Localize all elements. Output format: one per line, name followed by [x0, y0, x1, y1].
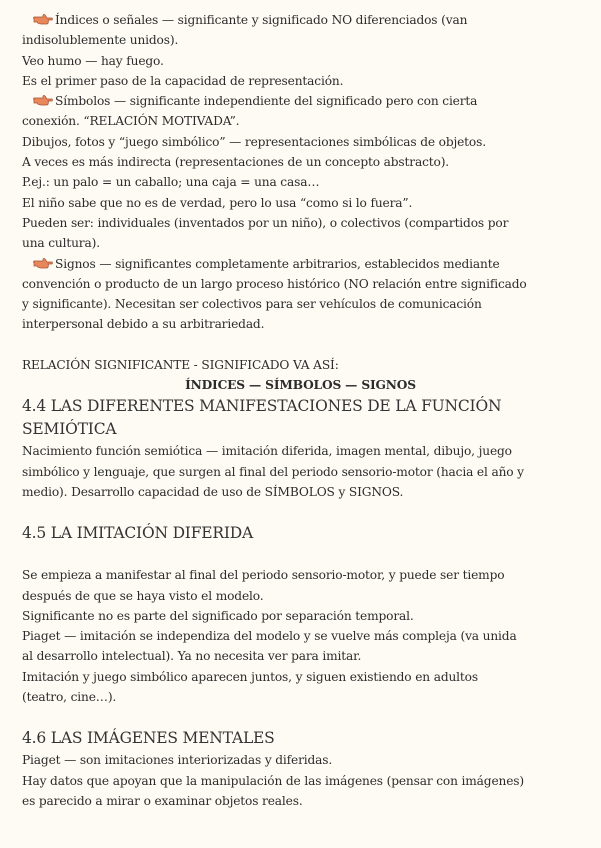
section-4-4-heading-line-1: 4.4 LAS DIFERENTES MANIFESTACIONES DE LA FUNCIÓN: [22, 397, 502, 416]
indices-line-1: Índices o señales — significante y significado NO diferenciados (van: [55, 13, 468, 27]
simbolos-line-4: A veces es más indirecta (representaciones de un concepto abstracto).: [22, 155, 450, 170]
section-4-6-heading: 4.6 LAS IMÁGENES MENTALES: [22, 729, 275, 748]
simbolos-line-1: Símbolos — significante independiente del significado pero con cierta: [55, 94, 478, 109]
section-4-4-line-3: medio). Desarrollo capacidad de uso de SÍMBOLOS y SIGNOS.: [22, 484, 404, 499]
pointing-hand-icon: [33, 94, 53, 106]
simbolos-line-8: una cultura).: [22, 236, 100, 251]
section-4-6-line-2: Hay datos que apoyan que la manipulación de las imágenes (pensar con imágenes): [22, 773, 524, 788]
simbolos-line-7: Pueden ser: individuales (inventados por un niño), o colectivos (compartidos por: [22, 215, 509, 230]
spacer: [22, 707, 579, 727]
simbolos-line-5: P.ej.: un palo = un caballo; una caja = una casa…: [22, 175, 320, 190]
simbolos-line-2: conexión. “RELACIÓN MOTIVADA”.: [22, 114, 240, 129]
relacion-sequence: ÍNDICES — SÍMBOLOS — SIGNOS: [185, 378, 416, 393]
signos-line-1: Signos — significantes completamente arbitrarios, establecidos mediante: [55, 256, 500, 271]
pointing-hand-icon: [33, 257, 53, 269]
signos-line-3: y significante). Necesitan ser colectivos para ser vehículos de comunicación: [22, 297, 482, 312]
paragraph-line: [22, 254, 579, 274]
section-4-5-line-3: Significante no es parte del significado por separación temporal.: [22, 608, 414, 623]
signos-line-2: convención o producto de un largo proceso histórico (NO relación entre significado: [22, 276, 527, 291]
paragraph-line: [22, 91, 579, 111]
simbolos-line-6: El niño sabe que no es de verdad, pero lo usa “como si lo fuera”.: [22, 195, 413, 210]
section-4-5-line-7: (teatro, cine…).: [22, 690, 117, 705]
section-4-5-line-2: después de que se haya visto el modelo.: [22, 588, 264, 603]
section-4-5-line-6: Imitación y juego simbólico aparecen juntos, y siguen existiendo en adultos: [22, 669, 478, 684]
spacer: [22, 502, 579, 522]
section-4-5-line-1: Se empieza a manifestar al final del periodo sensorio-motor, y puede ser tiempo: [22, 568, 505, 583]
paragraph-line: [22, 10, 579, 30]
section-4-4-heading-line-2: SEMIÓTICA: [22, 420, 117, 439]
pointing-hand-icon: [33, 13, 53, 25]
section-4-4-line-2: simbólico y lenguaje, que surgen al final del periodo sensorio-motor (hacia el año y: [22, 464, 524, 479]
section-4-6-line-1: Piaget — son imitaciones interiorizadas y diferidas.: [22, 753, 333, 768]
simbolos-line-3: Dibujos, fotos y “juego simbólico” — representaciones simbólicas de objetos.: [22, 134, 486, 149]
spacer: [22, 335, 579, 355]
section-4-5-line-4: Piaget — imitación se independiza del modelo y se vuelve más compleja (va unida: [22, 629, 517, 644]
signos-line-4: interpersonal debido a su arbitrariedad.: [22, 317, 265, 332]
spacer: [22, 545, 579, 565]
relacion-label: RELACIÓN SIGNIFICANTE - SIGNIFICADO VA ASÍ:: [22, 357, 339, 372]
section-4-5-heading: 4.5 LA IMITACIÓN DIFERIDA: [22, 524, 254, 543]
section-4-6-line-3: es parecido a mirar o examinar objetos reales.: [22, 793, 303, 808]
indices-line-2: indisolublemente unidos).: [22, 33, 179, 48]
indices-line-4: Es el primer paso de la capacidad de representación.: [22, 73, 344, 88]
section-4-4-line-1: Nacimiento función semiótica — imitación diferida, imagen mental, dibujo, juego: [22, 444, 512, 459]
indices-line-3: Veo humo — hay fuego.: [22, 53, 164, 68]
section-4-5-line-5: al desarrollo intelectual). Ya no necesita ver para imitar.: [22, 649, 362, 664]
